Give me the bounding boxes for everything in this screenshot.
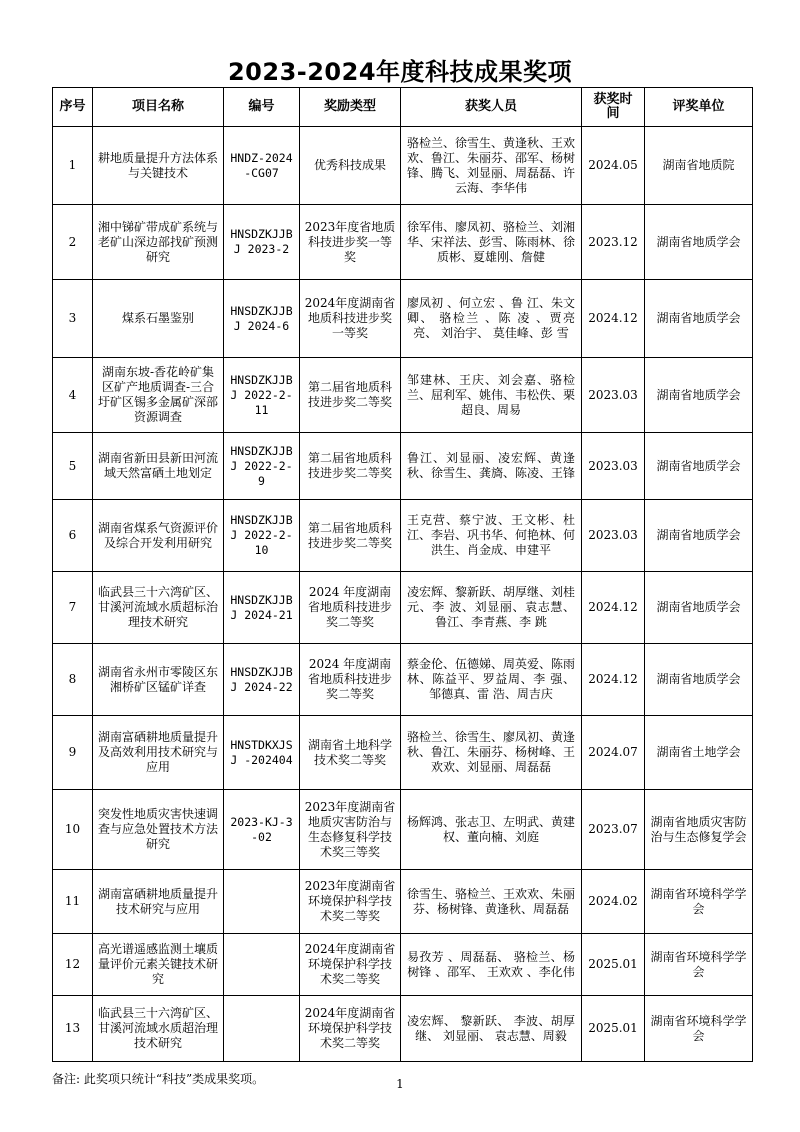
cell-name: 临武县三十六湾矿区、甘溪河流域水质超标治理技术研究 <box>93 572 224 644</box>
cell-code: 2023-KJ-3-02 <box>224 790 300 870</box>
cell-org: 湖南省地质学会 <box>645 572 753 644</box>
table-row <box>53 358 753 433</box>
cell-org: 湖南省地质学会 <box>645 433 753 500</box>
cell-date: 2025.01 <box>582 996 645 1062</box>
cell-type: 2024年度湖南省地质科技进步奖一等奖 <box>300 280 401 358</box>
cell-name: 湖南富硒耕地质量提升及高效利用技术研究与应用 <box>93 716 224 790</box>
cell-no: 1 <box>53 127 93 205</box>
cell-type: 2024年度湖南省环境保护科学技术奖二等奖 <box>300 996 401 1062</box>
cell-no: 10 <box>53 790 93 870</box>
cell-no: 12 <box>53 934 93 996</box>
cell-name: 高光谱遥感监测土壤质量评价元素关键技术研究 <box>93 934 224 996</box>
cell-code: HNSTDKXJSJ -202404 <box>224 716 300 790</box>
cell-code <box>224 934 300 996</box>
footnote: 备注: 此奖项只统计“科技”类成果奖项。 <box>52 1072 265 1086</box>
cell-type: 第二届省地质科技进步奖二等奖 <box>300 358 401 433</box>
cell-no: 11 <box>53 870 93 934</box>
cell-no: 2 <box>53 205 93 280</box>
cell-type: 2024 年度湖南省地质科技进步奖二等奖 <box>300 644 401 716</box>
cell-type: 2023年度省地质科技进步奖一等奖 <box>300 205 401 280</box>
cell-date: 2023.03 <box>582 358 645 433</box>
cell-code: HNSDZKJJBJ 2023-2 <box>224 205 300 280</box>
cell-name: 耕地质量提升方法体系与关键技术 <box>93 127 224 205</box>
cell-people: 鲁江、刘显丽、凌宏辉、黄逢秋、徐雪生、龚旖、陈凌、王锋 <box>401 433 582 500</box>
cell-code: HNSDZKJJBJ 2022-2-11 <box>224 358 300 433</box>
table-row <box>53 500 753 572</box>
cell-people: 骆检兰、徐雪生、廖凤初、黄逢秋、鲁江、朱丽芬、杨树峰、王欢欢、刘显丽、周磊磊 <box>401 716 582 790</box>
cell-date: 2024.12 <box>582 572 645 644</box>
header-people: 获奖人员 <box>401 88 582 127</box>
page-number: 1 <box>396 1077 404 1091</box>
header-code: 编号 <box>224 88 300 127</box>
cell-people: 凌宏辉、黎新跃、胡厚继、刘桂元、李 波、刘显丽、袁志慧、鲁江、李青燕、李 跳 <box>401 572 582 644</box>
cell-type: 优秀科技成果 <box>300 127 401 205</box>
cell-org: 湖南省土地学会 <box>645 716 753 790</box>
cell-code: HNDZ-2024-CG07 <box>224 127 300 205</box>
cell-people: 杨辉鸿、张志卫、左明武、黄建权、董向楠、刘庭 <box>401 790 582 870</box>
header-no: 序号 <box>53 88 93 127</box>
header-date: 获奖时间 <box>582 88 645 127</box>
cell-code <box>224 996 300 1062</box>
cell-people: 王克营、蔡宁波、王文彬、杜江、李岩、巩书华、何艳林、何洪生、肖金成、申建平 <box>401 500 582 572</box>
cell-no: 7 <box>53 572 93 644</box>
cell-code: HNSDZKJJBJ 2022-2-9 <box>224 433 300 500</box>
cell-org: 湖南省地质学会 <box>645 358 753 433</box>
header-name: 项目名称 <box>93 88 224 127</box>
cell-code: HNSDZKJJBJ 2024-6 <box>224 280 300 358</box>
cell-name: 湘中锑矿带成矿系统与老矿山深边部找矿预测研究 <box>93 205 224 280</box>
cell-date: 2024.12 <box>582 644 645 716</box>
table-row <box>53 127 753 205</box>
table-row <box>53 934 753 996</box>
cell-no: 8 <box>53 644 93 716</box>
cell-type: 2023年度湖南省环境保护科学技术奖二等奖 <box>300 870 401 934</box>
table-row <box>53 870 753 934</box>
cell-no: 5 <box>53 433 93 500</box>
cell-name: 湖南省永州市零陵区东湘桥矿区锰矿详查 <box>93 644 224 716</box>
cell-people: 凌宏辉、 黎新跃、 李波、胡厚继、 刘显丽、 袁志慧、周毅 <box>401 996 582 1062</box>
cell-code: HNSDZKJJBJ 2024-21 <box>224 572 300 644</box>
cell-people: 徐军伟、廖凤初、骆检兰、刘湘华、宋祥法、彭雪、陈雨林、徐质彬、夏雄刚、詹健 <box>401 205 582 280</box>
table-row <box>53 716 753 790</box>
cell-type: 2024年度湖南省环境保护科学技术奖二等奖 <box>300 934 401 996</box>
cell-name: 湖南富硒耕地质量提升技术研究与应用 <box>93 870 224 934</box>
awards-table <box>52 87 753 1062</box>
table-header-row <box>53 88 753 127</box>
cell-no: 9 <box>53 716 93 790</box>
cell-name: 煤系石墨鉴别 <box>93 280 224 358</box>
header-type: 奖励类型 <box>300 88 401 127</box>
cell-code: HNSDZKJJBJ 2024-22 <box>224 644 300 716</box>
cell-no: 4 <box>53 358 93 433</box>
cell-people: 邹建林、王庆、刘会嘉、骆检兰、屈利军、姚伟、韦松佚、栗超良、周易 <box>401 358 582 433</box>
cell-date: 2023.07 <box>582 790 645 870</box>
cell-no: 3 <box>53 280 93 358</box>
cell-org: 湖南省地质学会 <box>645 280 753 358</box>
cell-date: 2024.07 <box>582 716 645 790</box>
cell-date: 2024.12 <box>582 280 645 358</box>
cell-name: 突发性地质灾害快速调查与应急处置技术方法研究 <box>93 790 224 870</box>
table-row <box>53 790 753 870</box>
cell-name: 临武县三十六湾矿区、甘溪河流域水质超治理技术研究 <box>93 996 224 1062</box>
cell-name: 湖南省煤系气资源评价及综合开发利用研究 <box>93 500 224 572</box>
cell-org: 湖南省地质灾害防治与生态修复学会 <box>645 790 753 870</box>
cell-people: 廖凤初 、何立宏 、鲁 江、朱文卿、 骆检兰 、陈 凌 、贾亮亮、 刘治宇、 莫佳峰、彭 雪 <box>401 280 582 358</box>
cell-date: 2023.12 <box>582 205 645 280</box>
cell-date: 2024.02 <box>582 870 645 934</box>
cell-org: 湖南省环境科学学会 <box>645 870 753 934</box>
cell-org: 湖南省地质院 <box>645 127 753 205</box>
cell-people: 徐雪生、骆检兰、王欢欢、朱丽芬、杨树锋、黄逢秋、周磊磊 <box>401 870 582 934</box>
table-row <box>53 433 753 500</box>
cell-date: 2024.05 <box>582 127 645 205</box>
header-org: 评奖单位 <box>645 88 753 127</box>
page-title: 2023-2024年度科技成果奖项 <box>227 58 573 86</box>
cell-type: 2023年度湖南省地质灾害防治与生态修复科学技术奖三等奖 <box>300 790 401 870</box>
table-row <box>53 996 753 1062</box>
cell-date: 2023.03 <box>582 500 645 572</box>
cell-org: 湖南省地质学会 <box>645 644 753 716</box>
cell-org: 湖南省环境科学学会 <box>645 996 753 1062</box>
table-row <box>53 205 753 280</box>
cell-people: 易孜芳 、周磊磊、 骆检兰、杨树锋 、邵军、 王欢欢 、李化伟 <box>401 934 582 996</box>
table-row <box>53 280 753 358</box>
cell-name: 湖南东坡-香花岭矿集区矿产地质调查-三合圩矿区锡多金属矿深部资源调查 <box>93 358 224 433</box>
table-row <box>53 644 753 716</box>
cell-type: 湖南省土地科学技术奖二等奖 <box>300 716 401 790</box>
cell-people: 骆检兰、徐雪生、黄逢秋、王欢欢、鲁江、朱丽芬、邵军、杨树锋、腾飞、刘显丽、周磊磊、许云海、李华伟 <box>401 127 582 205</box>
cell-code: HNSDZKJJBJ 2022-2-10 <box>224 500 300 572</box>
cell-org: 湖南省环境科学学会 <box>645 934 753 996</box>
cell-type: 2024 年度湖南省地质科技进步奖二等奖 <box>300 572 401 644</box>
cell-no: 6 <box>53 500 93 572</box>
cell-type: 第二届省地质科技进步奖二等奖 <box>300 433 401 500</box>
cell-type: 第二届省地质科技进步奖二等奖 <box>300 500 401 572</box>
cell-people: 蔡金伦、伍德娣、周英爱、陈雨林、陈益平、罗益周、李 强、邹德真、雷 浩、周吉庆 <box>401 644 582 716</box>
cell-org: 湖南省地质学会 <box>645 205 753 280</box>
table-row <box>53 572 753 644</box>
cell-name: 湖南省新田县新田河流域天然富硒土地划定 <box>93 433 224 500</box>
cell-code <box>224 870 300 934</box>
cell-date: 2023.03 <box>582 433 645 500</box>
cell-date: 2025.01 <box>582 934 645 996</box>
cell-no: 13 <box>53 996 93 1062</box>
cell-org: 湖南省地质学会 <box>645 500 753 572</box>
